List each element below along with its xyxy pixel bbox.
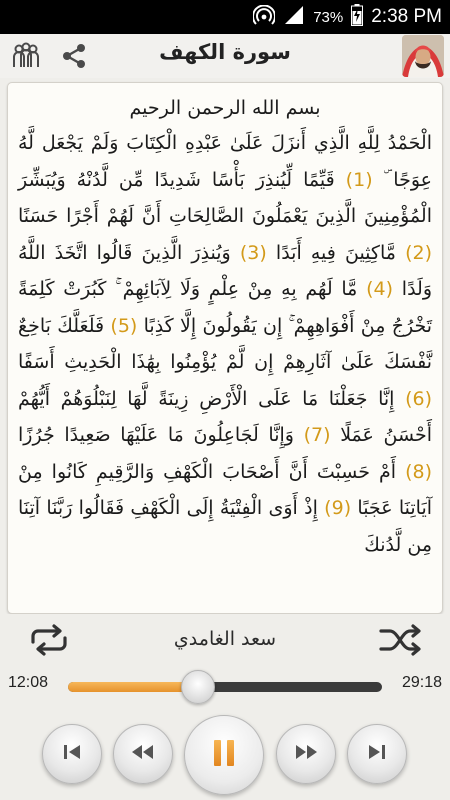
signal-icon (283, 5, 305, 29)
people-icon[interactable] (10, 41, 42, 71)
rewind-icon (130, 742, 156, 766)
verse-text: الْحَمْدُ لِلَّهِ الَّذِي أَنزَلَ عَلَىٰ عَبْدِهِ الْكِتَابَ وَلَمْ يَجْعَل لَّهُ عِوَجًا ۜ (18, 132, 432, 191)
hotspot-icon (253, 5, 275, 29)
verse-number: (7) (303, 424, 331, 446)
repeat-icon[interactable] (24, 622, 74, 658)
share-icon[interactable] (58, 40, 90, 72)
skip-previous-button[interactable] (42, 724, 102, 784)
player-controls (0, 614, 450, 800)
seek-handle[interactable] (181, 670, 215, 704)
battery-icon (351, 4, 363, 30)
shuffle-icon[interactable] (376, 622, 426, 658)
verse-text: وَإِنَّا لَجَاعِلُونَ مَا عَلَيْهَا صَعِيدًا جُرُزًا (18, 424, 304, 446)
rewind-button[interactable] (113, 724, 173, 784)
clock: 2:38 PM (371, 6, 442, 27)
seek-bar[interactable] (68, 682, 382, 692)
verse-number: (8) (405, 460, 432, 483)
verse-number: (3) (239, 241, 267, 264)
pause-icon (211, 738, 237, 772)
verse-text: فَلَعَلَّكَ بَاخِعٌ نَّفْسَكَ عَلَىٰ آثَارِهِمْ إِن لَّمْ يُؤْمِنُوا بِهَٰذَا الْحَدِيثِ أَسَفًا (18, 314, 432, 373)
verse-body (18, 125, 432, 563)
verse-number: (5) (110, 314, 138, 337)
surah-text-panel[interactable] (7, 82, 443, 614)
page-title: سورة الكهف (159, 40, 291, 64)
pause-button[interactable] (184, 715, 264, 795)
elapsed-time: 12:08 (8, 674, 49, 691)
reciter-name: سعد الغامدي (173, 628, 277, 650)
verse-number: (1) (345, 168, 373, 191)
verse-number: (9) (324, 497, 352, 519)
seek-progress (68, 682, 197, 692)
verse-text: وَيُنذِرَ الَّذِينَ قَالُوا اتَّخَذَ اللَّهُ وَلَدًا (18, 241, 433, 300)
battery-percent: 73% (313, 8, 344, 26)
verse-number: (6) (405, 387, 432, 410)
verse-text: قَيِّمًا لِّيُنذِرَ بَأْسًا شَدِيدًا مِّن لَّدُنْهُ وَيُبَشِّرَ الْمُؤْمِنِينَ الَّذِينَ يَعْمَلُونَ الصَّالِحَاتِ أَنَّ لَهُمْ أَجْرًا حَسَنًا (18, 168, 432, 227)
app-header (0, 34, 450, 78)
fast-forward-button[interactable] (276, 724, 336, 784)
fast-forward-icon (293, 742, 319, 766)
verse-text: مَّا لَهُم بِهِ مِنْ عِلْمٍ وَلَا لِآبَائِهِمْ ۚ كَبُرَتْ كَلِمَةً تَخْرُجُ مِنْ أَفْوَاهِهِمْ ۚ إِن يَقُولُونَ إِلَّا كَذِبًا (18, 278, 433, 337)
reciter-avatar[interactable] (402, 35, 444, 77)
skip-next-icon (366, 742, 388, 766)
verse-number: (4) (366, 278, 394, 300)
total-time: 29:18 (401, 674, 442, 691)
verse-text: إِنَّا جَعَلْنَا مَا عَلَى الْأَرْضِ زِينَةً لَّهَا لِنَبْلُوَهُمْ أَيُّهُمْ أَحْسَنُ عَمَلًا (18, 387, 432, 446)
status-icons (253, 0, 442, 34)
skip-previous-icon (61, 742, 83, 766)
verse-text: أَمْ حَسِبْتَ أَنَّ أَصْحَابَ الْكَهْفِ وَالرَّقِيمِ كَانُوا مِنْ آيَاتِنَا عَجَبًا (18, 460, 433, 519)
skip-next-button[interactable] (347, 724, 407, 784)
status-bar (0, 0, 450, 34)
verse-number: (2) (405, 241, 432, 264)
verse-text: مَّاكِثِينَ فِيهِ أَبَدًا (266, 241, 406, 264)
basmala: بسم الله الرحمن الرحيم (129, 97, 321, 119)
surah-text (8, 83, 442, 563)
verse-text: إِذْ أَوَى الْفِتْيَةُ إِلَى الْكَهْفِ فَقَالُوا رَبَّنَا آتِنَا مِن لَّدُنكَ (18, 497, 432, 556)
